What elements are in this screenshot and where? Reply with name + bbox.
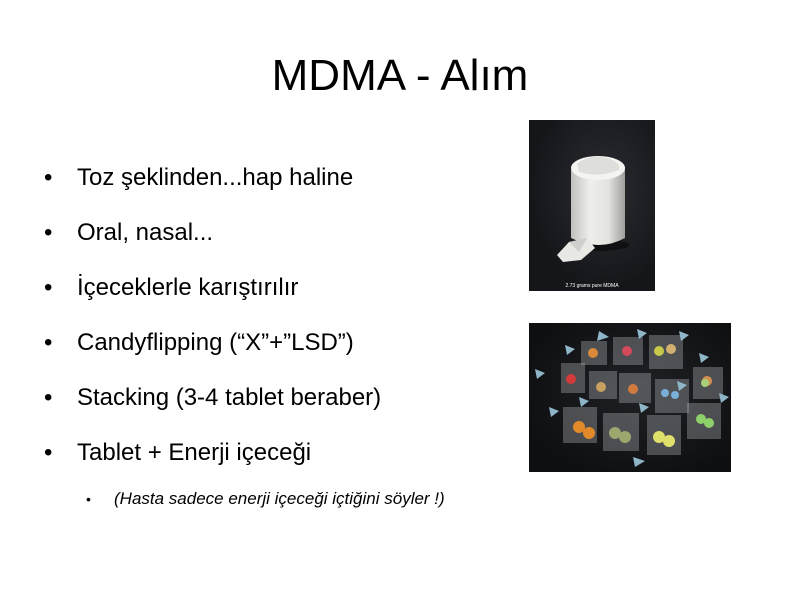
bullet-text: Candyflipping (“X”+”LSD”)	[77, 329, 354, 356]
tablets-photo	[529, 323, 731, 472]
bullet-text: Stacking (3-4 tablet beraber)	[77, 384, 382, 411]
bullet-dot-icon: •	[44, 164, 53, 191]
bullet-dot-icon: •	[44, 329, 53, 356]
slide-title: MDMA - Alım	[271, 51, 529, 100]
bullet-dot-icon: •	[44, 439, 53, 466]
sub-bullet-text: (Hasta sadece enerji içeceği içtiğini söyler !)	[114, 489, 445, 508]
bullet-dot-icon: •	[44, 384, 53, 411]
bullet-text: Toz şeklinden...hap haline	[77, 164, 354, 191]
bullet-dot-icon: •	[44, 274, 53, 301]
bullet-text: Tablet + Enerji içeceği	[77, 439, 312, 466]
sub-bullet-dot-icon: •	[86, 491, 91, 507]
powder-cylinder-icon	[529, 120, 655, 291]
powder-photo	[529, 120, 655, 291]
bullet-dot-icon: •	[44, 219, 53, 246]
bullet-text: Oral, nasal...	[77, 219, 214, 246]
sub-bullet	[86, 480, 446, 518]
bullet-text: İçeceklerle karıştırılır	[77, 274, 299, 301]
tablets-bags-icon	[529, 323, 731, 472]
powder-photo-caption: 2.73 grams pure MDMA	[565, 283, 619, 289]
